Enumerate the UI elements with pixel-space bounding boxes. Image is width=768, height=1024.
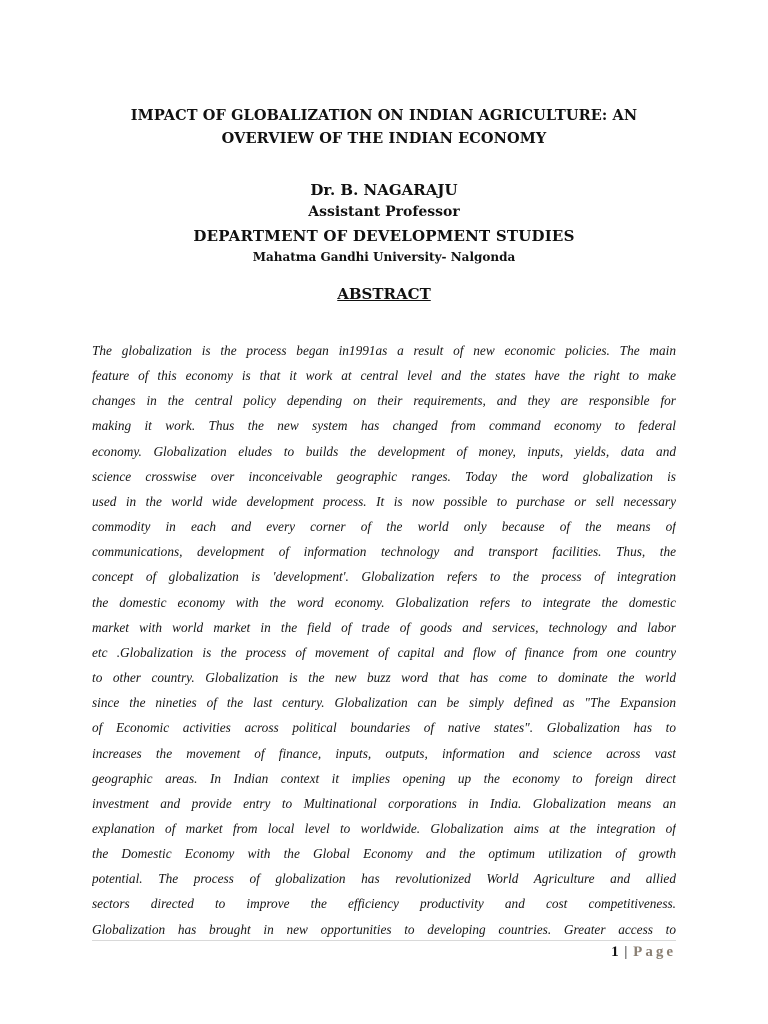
abstract-line: explanation of market from local level to worldwide. Globalization aims at the integration of — [92, 820, 676, 836]
abstract-line: the Domestic Economy with the Global Economy and the optimum utilization of growth — [92, 846, 676, 862]
abstract-line: market with world market in the field of trade of goods and services, technology and labor — [92, 619, 676, 635]
page-label: Page — [633, 944, 676, 960]
footer-divider — [92, 940, 676, 941]
abstract-line: making it work. Thus the new system has changed from command economy to federal — [92, 418, 676, 434]
abstract-line: etc .Globalization is the process of movement of capital and flow of finance from one country — [92, 644, 676, 660]
author-role: Assistant Professor — [308, 204, 460, 220]
abstract-line: increases the movement of finance, inputs, outputs, information and science across vast — [92, 745, 676, 761]
abstract-line: feature of this economy is that it work at central level and the states have the right to make — [92, 368, 676, 384]
abstract-line: Globalization has brought in new opportunities to developing countries. Greater access to — [92, 921, 676, 937]
abstract-line: investment and provide entry to Multinational corporations in India. Globalization means an — [92, 795, 676, 811]
abstract-line: communications, development of information technology and transport facilities. Thus, the — [92, 544, 676, 560]
page-number: 1 — [611, 944, 619, 960]
page-separator: | — [624, 944, 628, 960]
abstract-line: to other country. Globalization is the new buzz word that has come to dominate the world — [92, 670, 676, 686]
abstract-line: geographic areas. In Indian context it implies opening up the economy to foreign direct — [92, 770, 676, 786]
author-university: Mahatma Gandhi University- Nalgonda — [252, 250, 516, 264]
abstract-line: concept of globalization is 'development'. Globalization refers to the process of integration — [92, 569, 676, 585]
abstract-line: of Economic activities across political boundaries of native states". Globalization has to — [92, 720, 676, 736]
abstract-line: The globalization is the process began in1991as a result of new economic policies. The main — [92, 343, 676, 358]
page-footer — [611, 944, 676, 961]
abstract-heading — [80, 285, 688, 303]
author-department: DEPARTMENT OF DEVELOPMENT STUDIES — [193, 227, 575, 245]
paper-title — [80, 104, 688, 150]
abstract-line: the domestic economy with the word economy. Globalization refers to integrate the domestic — [92, 594, 676, 610]
abstract-line: changes in the central policy depending on their requirements, and they are responsible for — [92, 393, 676, 409]
abstract-line: economy. Globalization eludes to builds the development of money, inputs, yields, data and — [92, 443, 676, 459]
abstract-line: commodity in each and every corner of the world only because of the means of — [92, 519, 676, 535]
abstract-body — [92, 338, 676, 938]
abstract-line: science crosswise over inconceivable geographic ranges. Today the word globalization is — [92, 468, 676, 484]
title-line-2: OVERVIEW OF THE INDIAN ECONOMY — [221, 130, 547, 147]
abstract-line: since the nineties of the last century. Globalization can be simply defined as "The Expansion — [92, 695, 676, 711]
title-line-1: IMPACT OF GLOBALIZATION ON INDIAN AGRICULTURE: AN — [130, 107, 638, 124]
abstract-line: used in the world wide development process. It is now possible to purchase or sell necessary — [92, 493, 676, 509]
abstract-line: potential. The process of globalization has revolutionized World Agriculture and allied — [92, 871, 676, 887]
abstract-line: sectors directed to improve the efficiency productivity and cost competitiveness. — [92, 896, 676, 912]
abstract-heading-text: ABSTRACT — [337, 285, 431, 303]
author-name: Dr. B. NAGARAJU — [310, 181, 458, 199]
